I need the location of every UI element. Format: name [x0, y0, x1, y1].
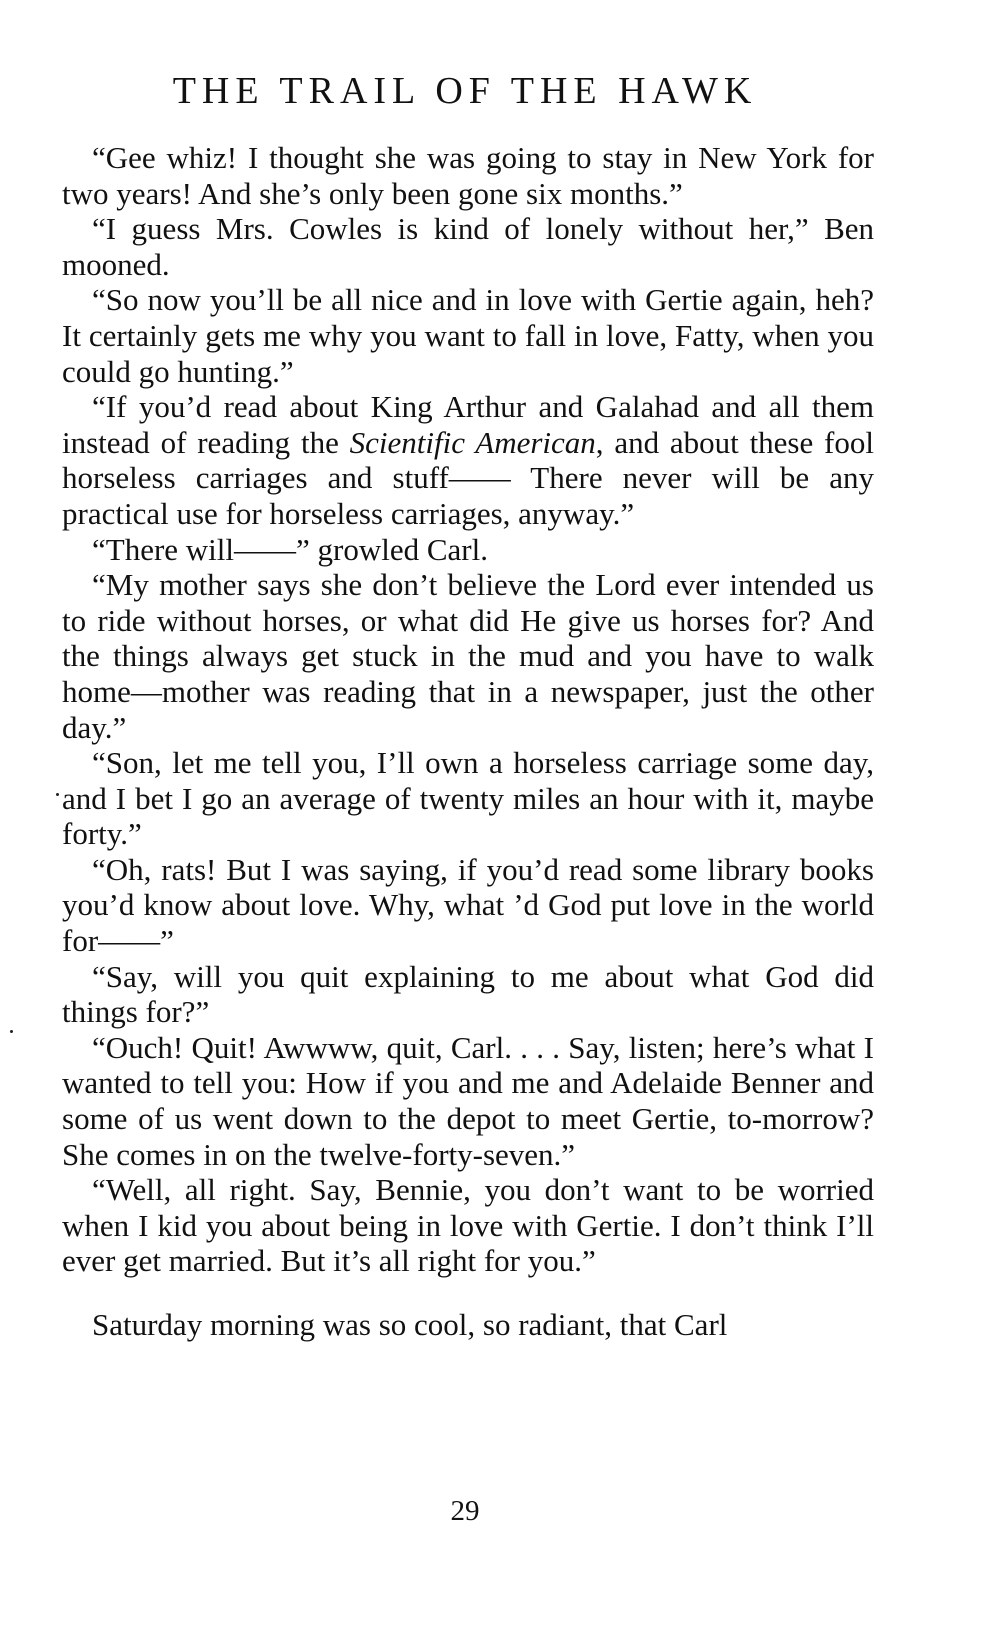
paragraph: “Well, all right. Say, Bennie, you don’t want to be worried when I kid you about being in love with Gertie. I don’t think I’ll ever get married. But it’s all right for you.”: [62, 1172, 874, 1279]
paragraph: Saturday morning was so cool, so radiant, that Carl: [92, 1307, 728, 1342]
paragraph: “So now you’ll be all nice and in love with Gertie again, heh? It certainly gets me why you want to fall in love, Fatty, when you could go hunting.”: [62, 282, 874, 389]
stray-mark: [56, 793, 59, 796]
paragraph: “Gee whiz! I thought she was going to stay in New York for two years! And she’s only been gone six months.”: [62, 140, 874, 211]
running-head: THE TRAIL OF THE HAWK: [172, 70, 758, 112]
paragraph-text: “If you’d read about King Arthur and Galahad and all them instead of reading the: [62, 389, 874, 460]
paragraph: “There will——” growled Carl.: [92, 531, 488, 567]
stray-mark: [10, 1030, 13, 1033]
body-text: [62, 140, 874, 1343]
italic-title: Scientific American: [349, 424, 596, 460]
page-number: 29: [450, 1495, 480, 1527]
paragraph: “Oh, rats! But I was saying, if you’d read some library books you’d know about love. Why, what ’d God put love in the world for——”: [62, 851, 874, 959]
paragraph: “My mother says she don’t believe the Lord ever intended us to ride without horses, or what did He give us horses for? And the things always get stuck in the mud and you have to walk home—mother was reading that in a newspaper, just the other day.”: [62, 567, 874, 745]
paragraph-text: , and about these fool horseless carriages and stuff—— There never will be any practical use for horseless carriages, anyway.”: [62, 424, 874, 531]
paragraph: “Say, will you quit explaining to me about what God did things for?”: [62, 958, 874, 1030]
paragraph: “I guess Mrs. Cowles is kind of lonely without her,” Ben mooned.: [62, 211, 874, 282]
paragraph: “Son, let me tell you, I’ll own a horseless carriage some day, and I bet I go an average of twenty miles an hour with it, maybe forty.”: [62, 745, 874, 852]
paragraph: “Ouch! Quit! Awwww, quit, Carl. . . . Say, listen; here’s what I wanted to tell you: How if you and me and Adelaide Benner and some of us went down to the depot to meet Gertie, to-morrow? She comes in on the twelve-forty-seven.”: [62, 1029, 874, 1172]
paragraph: [62, 389, 874, 531]
